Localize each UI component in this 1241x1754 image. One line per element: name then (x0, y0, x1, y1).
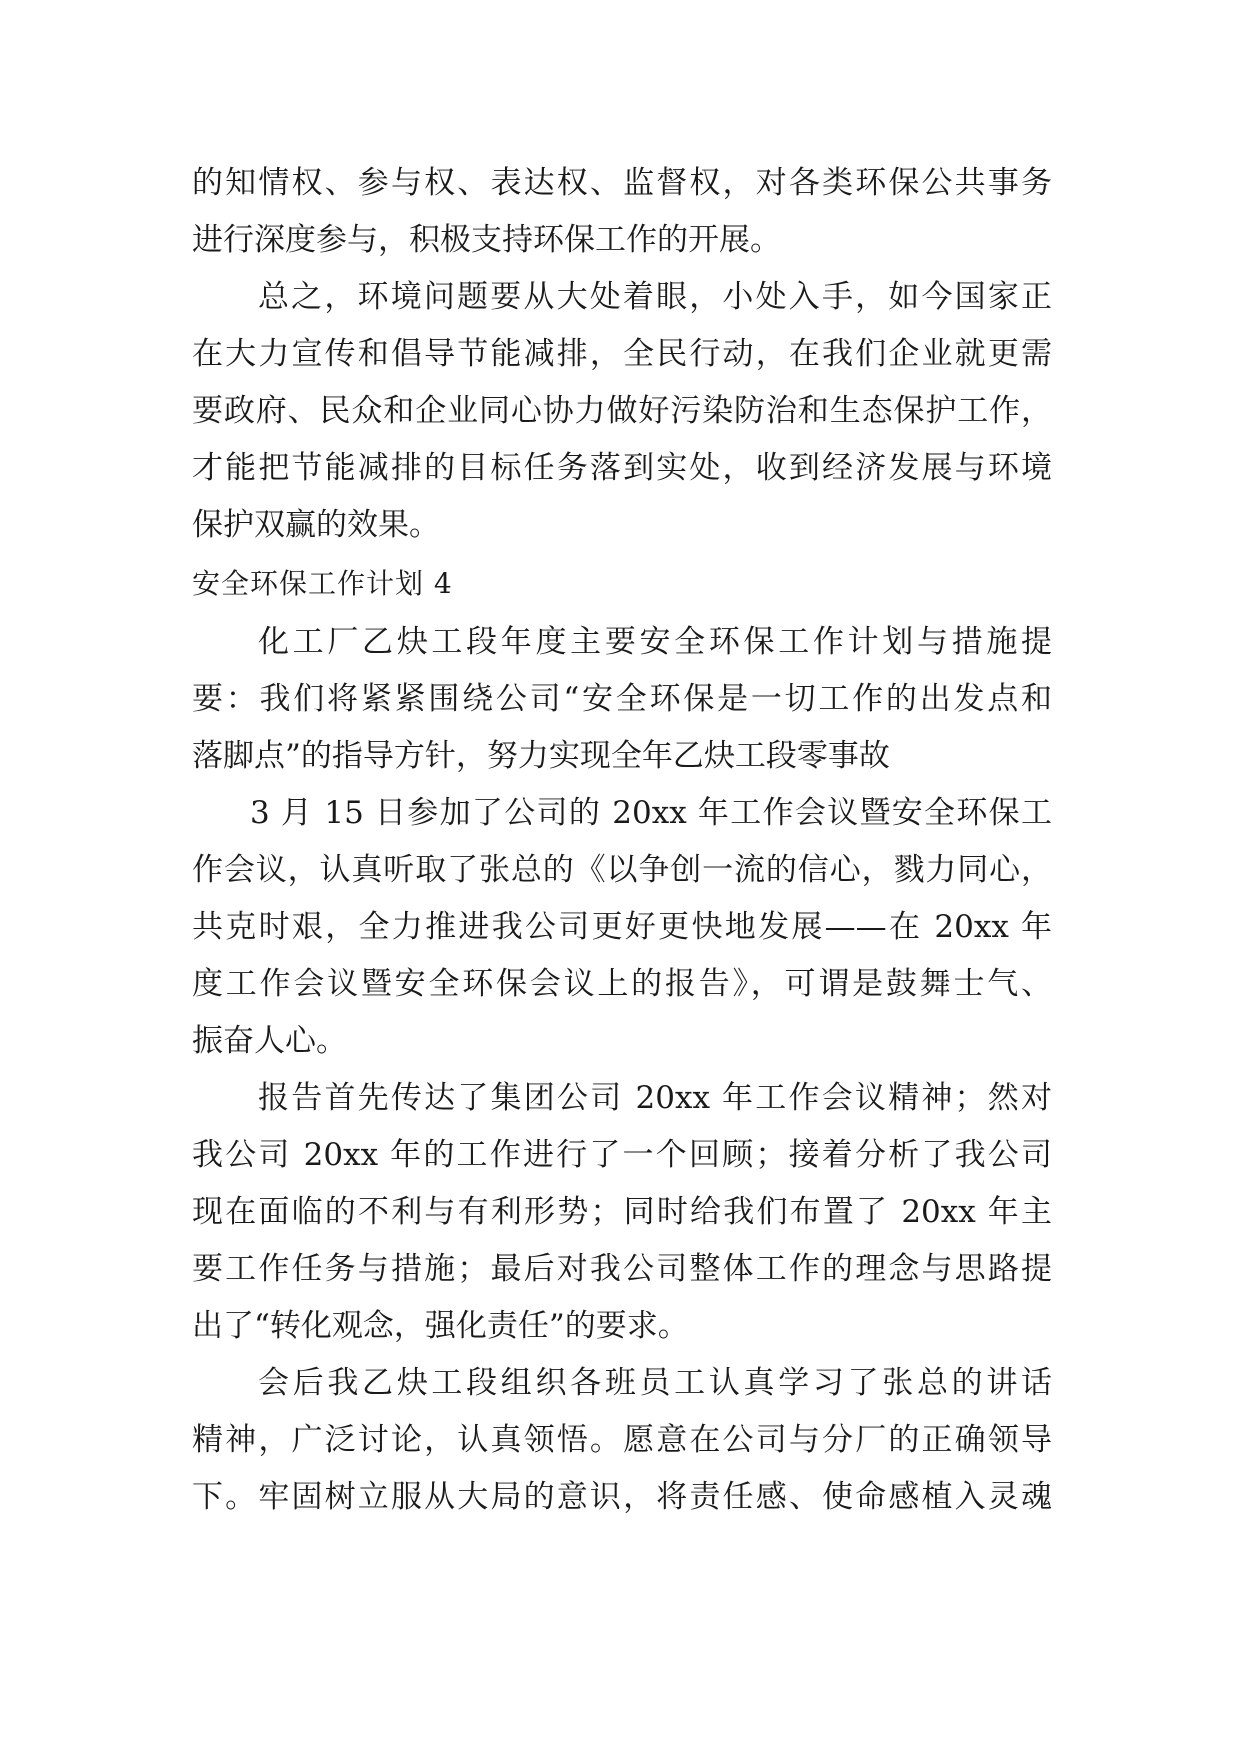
paragraph-2-line-1: 总之，环境问题要从大处着眼，小处入手，如今国家正 (258, 279, 1052, 315)
paragraph-4-line-2: 作会议，认真听取了张总的《以争创一流的信心，戮力同心， (192, 852, 1052, 888)
paragraph-4-line-1: 3 月 15 日参加了公司的 20xx 年工作会议暨安全环保工 (250, 795, 1052, 831)
paragraph-5-line-4: 要工作任务与措施；最后对我公司整体工作的理念与思路提 (192, 1251, 1052, 1287)
paragraph-6-line-2: 精神，广泛讨论，认真领悟。愿意在公司与分厂的正确领导 (192, 1422, 1052, 1458)
paragraph-4-line-4: 度工作会议暨安全环保会议上的报告》，可谓是鼓舞士气、 (192, 966, 1052, 1002)
paragraph-5-line-1: 报告首先传达了集团公司 20xx 年工作会议精神；然对 (258, 1080, 1052, 1116)
paragraph-2-line-2: 在大力宣传和倡导节能减排，全民行动，在我们企业就更需 (192, 336, 1052, 372)
paragraph-2-line-4: 才能把节能减排的目标任务落到实处，收到经济发展与环境 (192, 450, 1052, 486)
paragraph-4-line-5: 振奋人心。 (192, 1023, 347, 1059)
paragraph-6-line-3: 下。牢固树立服从大局的意识，将责任感、使命感植入灵魂 (192, 1479, 1052, 1515)
paragraph-4-line-3: 共克时艰，全力推进我公司更好更快地发展——在 20xx 年 (192, 909, 1052, 945)
paragraph-2-line-5: 保护双赢的效果。 (192, 507, 440, 543)
paragraph-1-line-1: 的知情权、参与权、表达权、监督权，对各类环保公共事务 (192, 165, 1052, 201)
paragraph-2-line-3: 要政府、民众和企业同心协力做好污染防治和生态保护工作， (192, 393, 1052, 429)
paragraph-1-line-2: 进行深度参与，积极支持环保工作的开展。 (192, 222, 781, 258)
section-heading: 安全环保工作计划 4 (192, 567, 453, 600)
paragraph-5-line-2: 我公司 20xx 年的工作进行了一个回顾；接着分析了我公司 (192, 1137, 1052, 1173)
paragraph-3-line-2: 要：我们将紧紧围绕公司“安全环保是一切工作的出发点和 (192, 681, 1052, 717)
paragraph-3-line-1: 化工厂乙炔工段年度主要安全环保工作计划与措施提 (258, 624, 1052, 660)
paragraph-3-line-3: 落脚点”的指导方针，努力实现全年乙炔工段零事故 (192, 738, 890, 774)
paragraph-6-line-1: 会后我乙炔工段组织各班员工认真学习了张总的讲话 (258, 1365, 1052, 1401)
paragraph-5-line-3: 现在面临的不利与有利形势；同时给我们布置了 20xx 年主 (192, 1194, 1052, 1230)
paragraph-5-line-5: 出了“转化观念，强化责任”的要求。 (192, 1308, 689, 1344)
